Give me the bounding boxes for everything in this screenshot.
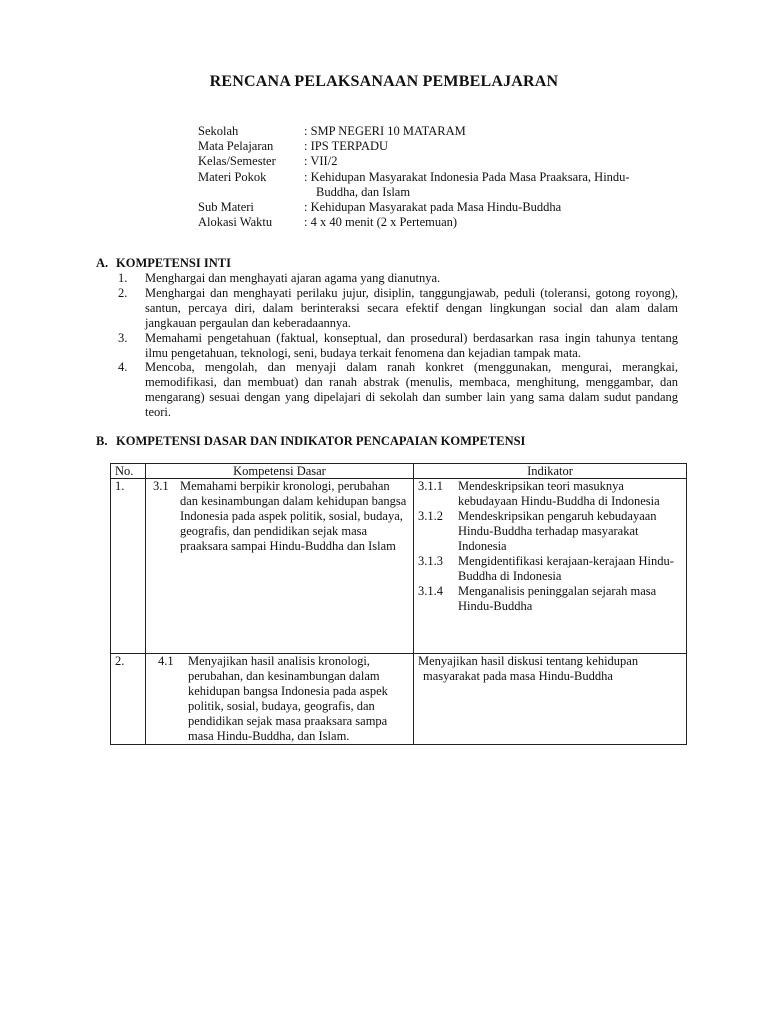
- document-title: RENCANA PELAKSANAAN PEMBELAJARAN: [209, 73, 559, 90]
- column-header-kompetensi: Kompetensi Dasar: [146, 464, 414, 479]
- indicator-code: 3.1.2: [418, 509, 443, 523]
- section-letter: B.: [96, 434, 108, 448]
- cell-indikator: [414, 479, 687, 654]
- list-number: 4.: [118, 360, 128, 375]
- indicator-item: [418, 509, 682, 554]
- indicator-code: 3.1.3: [418, 554, 443, 568]
- column-header-indikator: Indikator: [414, 464, 687, 479]
- indicator-item: [418, 479, 682, 509]
- table-header-row: [111, 464, 687, 479]
- indicator-code: 3.1.1: [418, 479, 443, 493]
- identity-block: [198, 124, 676, 230]
- identity-value: : 4 x 40 menit (2 x Pertemuan): [304, 215, 458, 230]
- list-text: Menghargai dan menghayati perilaku jujur, disiplin, tanggungjawab, peduli (toleransi, gotong royong), santun, percaya diri, dalam berinteraksi secara efektif dengan lingkungan social dan alam dalam jangkauan pergaulan dan keberadaannya.: [145, 285, 678, 330]
- identity-row-materi: [198, 170, 676, 200]
- indicator-text: Menganalisis peninggalan sejarah masa Hindu-Buddha: [458, 584, 657, 613]
- indicator-text: Mendeskripsikan teori masuknya kebudayaan Hindu-Buddha di Indonesia: [458, 479, 660, 508]
- cell-indikator: [414, 654, 687, 745]
- list-item: [118, 331, 678, 361]
- indicator-text: Mendeskripsikan pengaruh kebudayaan Hindu-Buddha terhadap masyarakat Indonesia: [458, 509, 657, 553]
- column-header-no: No.: [111, 464, 146, 479]
- identity-label: Materi Pokok: [198, 169, 267, 184]
- kd-code: 3.1: [153, 479, 169, 493]
- list-number: 3.: [118, 330, 128, 345]
- identity-row-submateri: [198, 200, 676, 215]
- identity-label: Alokasi Waktu: [198, 215, 273, 230]
- cell-kompetensi: [146, 654, 414, 745]
- identity-value-wrap: [304, 170, 676, 200]
- list-number: 2.: [118, 285, 128, 300]
- kompetensi-inti-list: [118, 271, 678, 420]
- indicator-item: [418, 554, 682, 584]
- kd-text: Menyajikan hasil analisis kronologi, perubahan, dan kesinambungan dalam kehidupan bangsa Indonesia pada aspek politik, sosial, budaya, geografis, dan pendidikan sejak masa praaksara sampa masa Hindu-Buddha, dan Islam.: [188, 654, 388, 743]
- kd-item: [150, 479, 409, 554]
- list-number: 1.: [118, 271, 128, 285]
- identity-value: : Kehidupan Masyarakat Indonesia Pada Masa Praaksara, Hindu-: [304, 169, 630, 184]
- section-title: KOMPETENSI DASAR DAN INDIKATOR PENCAPAIAN KOMPETENSI: [116, 434, 526, 448]
- cell-no: 1.: [111, 479, 146, 654]
- kd-item: [150, 654, 409, 744]
- cell-no: 2.: [111, 654, 146, 745]
- list-text: Menghargai dan menghayati ajaran agama yang dianutnya.: [145, 271, 441, 285]
- list-item: [118, 271, 678, 286]
- identity-value: : IPS TERPADU: [304, 139, 389, 154]
- identity-row-sekolah: [198, 124, 676, 139]
- indicator-item: [418, 584, 682, 614]
- indicator-line: Menyajikan hasil diskusi tentang kehidupan: [418, 654, 639, 668]
- indicator-code: 3.1.4: [418, 584, 443, 598]
- identity-row-mapel: [198, 139, 676, 154]
- identity-label: Mata Pelajaran: [198, 139, 274, 154]
- indicator-line: masyarakat pada masa Hindu-Buddha: [423, 669, 613, 683]
- section-title: KOMPETENSI INTI: [116, 256, 231, 270]
- list-text: Mencoba, mengolah, dan menyaji dalam ranah konkret (menggunakan, mengurai, merangkai, memodifikasi, dan membuat) dan ranah abstrak (menulis, membaca, menghitung, menggambar, dan mengarang) sesuai dengan yang dipelajari di sekolah dan sumber lain yang sama dalam sudut pandang teori.: [145, 360, 678, 420]
- identity-value: : SMP NEGERI 10 MATARAM: [304, 124, 466, 138]
- identity-label: Sekolah: [198, 124, 239, 138]
- section-b-heading: [96, 434, 525, 449]
- indicator-text: [418, 654, 682, 684]
- cell-kompetensi: [146, 479, 414, 654]
- kompetensi-table: [110, 463, 687, 745]
- section-letter: A.: [96, 256, 109, 270]
- list-item: [118, 360, 678, 420]
- kd-code: 4.1: [158, 654, 174, 668]
- section-a-heading: [96, 256, 231, 271]
- table-row: [111, 479, 687, 654]
- identity-label: Sub Materi: [198, 200, 254, 215]
- indicator-text: Mengidentifikasi kerajaan-kerajaan Hindu-Buddha di Indonesia: [458, 554, 674, 583]
- identity-value-continuation: Buddha, dan Islam: [316, 184, 411, 199]
- identity-value: : Kehidupan Masyarakat pada Masa Hindu-Buddha: [304, 200, 562, 215]
- identity-row-alokasi: [198, 215, 676, 230]
- identity-row-kelas: [198, 154, 676, 169]
- table-row: [111, 654, 687, 745]
- kd-text: Memahami berpikir kronologi, perubahan dan kesinambungan dalam kehidupan bangsa Indonesia pada aspek politik, sosial, budaya, geografis, dan pendidikan sejak masa praaksara sampai Hindu-Buddha dan Islam: [180, 479, 407, 553]
- identity-label: Kelas/Semester: [198, 154, 276, 169]
- list-item: [118, 286, 678, 331]
- list-text: Memahami pengetahuan (faktual, konseptual, dan prosedural) berdasarkan rasa ingin tahunya tentang ilmu pengetahuan, teknologi, seni, budaya terkait fenomena dan kejadian tampak mata.: [145, 330, 678, 360]
- identity-value: : VII/2: [304, 154, 338, 169]
